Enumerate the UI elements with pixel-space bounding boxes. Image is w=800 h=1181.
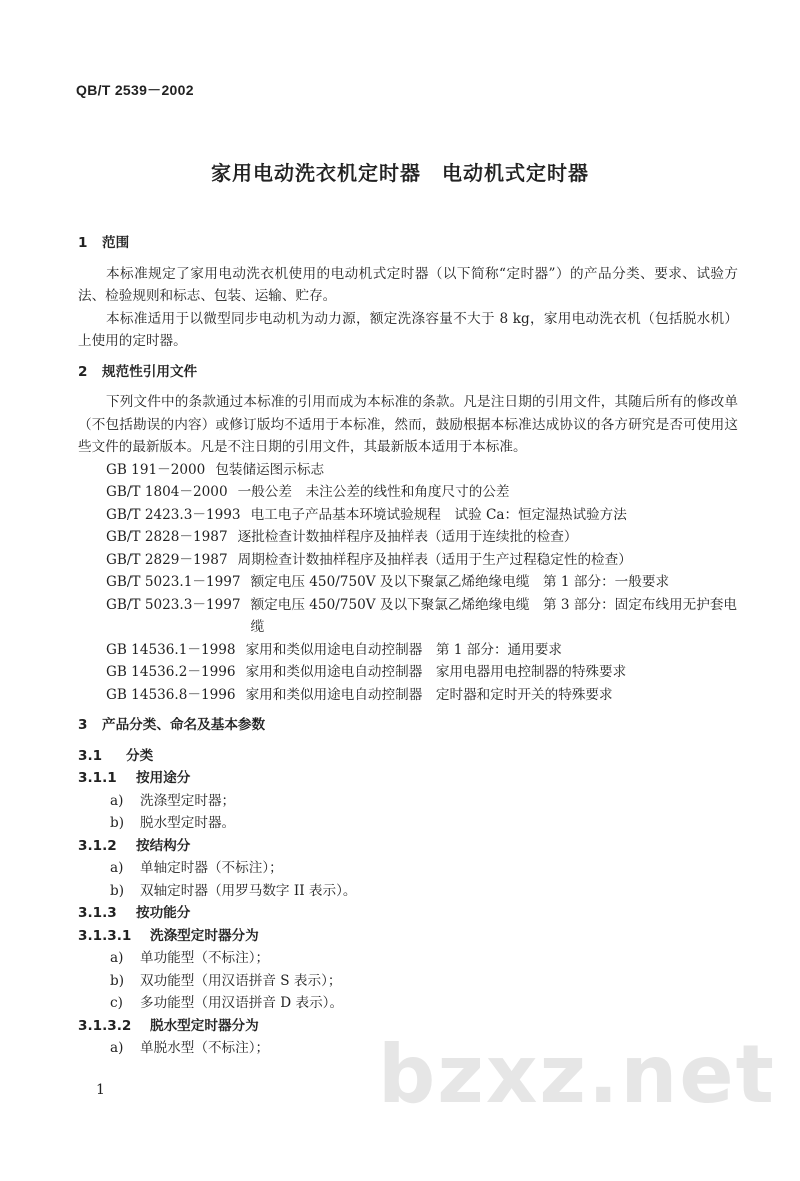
reference-title: 家用和类似用途电自动控制器 家用电器用电控制器的特殊要求 <box>245 664 627 680</box>
list-text: 单功能型（不标注）； <box>140 950 270 966</box>
subsection-3-1-1-heading <box>78 767 738 790</box>
subsection-number: 3.1.1 <box>78 770 117 786</box>
section-number: 2 <box>78 363 88 380</box>
reference-title: 额定电压 450/750V 及以下聚氯乙烯绝缘电缆 第 3 部分：固定布线用无护套电缆 <box>250 596 738 635</box>
reference-item <box>106 526 738 549</box>
reference-item <box>106 661 738 684</box>
reference-item <box>106 549 738 572</box>
subsection-3-1-3-heading <box>78 902 738 925</box>
reference-title: 一般公差 未注公差的线性和角度尺寸的公差 <box>237 484 510 500</box>
subsection-title: 按结构分 <box>136 837 191 854</box>
list-text: 脱水型定时器。 <box>140 815 236 831</box>
list-item <box>110 812 738 835</box>
reference-title: 包装储运图示标志 <box>215 461 325 478</box>
list-text: 单脱水型（不标注）； <box>140 1040 270 1056</box>
list-text: 洗涤型定时器； <box>140 792 236 809</box>
reference-item <box>106 481 738 504</box>
reference-item <box>106 639 738 662</box>
reference-code: GB 191－2000 <box>106 461 206 478</box>
list-text: 双轴定时器（用罗马数字 II 表示）。 <box>140 882 357 899</box>
list-item <box>110 947 738 970</box>
reference-title: 额定电压 450/750V 及以下聚氯乙烯绝缘电缆 第 1 部分：一般要求 <box>250 574 670 590</box>
section-3-heading <box>78 714 738 737</box>
reference-title: 家用和类似用途电自动控制器 定时器和定时开关的特殊要求 <box>245 686 613 703</box>
reference-code: GB/T 2423.3－1993 <box>106 506 241 523</box>
reference-item <box>106 571 738 594</box>
reference-title: 家用和类似用途电自动控制器 第 1 部分：通用要求 <box>245 641 562 658</box>
subsection-number: 3.1.3.2 <box>78 1017 132 1034</box>
subsection-3-1-3-1-heading <box>78 925 738 948</box>
reference-list <box>78 459 738 707</box>
list-label: a) <box>110 950 124 966</box>
paragraph: 本标准适用于以微型同步电动机为动力源，额定洗涤容量不大于 8 kg，家用电动洗衣机（包括脱水机）上使用的定时器。 <box>78 310 738 349</box>
reference-code: GB/T 5023.3－1997 <box>106 596 241 613</box>
subsection-number: 3.1.3.1 <box>78 927 132 944</box>
section-title: 产品分类、命名及基本参数 <box>102 717 266 733</box>
subsection-title: 按功能分 <box>136 905 191 921</box>
document-title: 家用电动洗衣机定时器 电动机式定时器 <box>211 161 589 185</box>
section-2-heading <box>78 361 738 384</box>
subsection-title: 洗涤型定时器分为 <box>150 927 259 944</box>
item-list <box>78 790 738 835</box>
reference-code: GB/T 2829－1987 <box>106 551 228 568</box>
list-text: 多功能型（用汉语拼音 D 表示）。 <box>140 995 344 1011</box>
list-label: c) <box>110 995 123 1011</box>
list-item <box>110 970 738 993</box>
paragraph: 本标准规定了家用电动洗衣机使用的电动机式定时器（以下简称“定时器”）的产品分类、要求、试验方法、检验规则和标志、包装、运输、贮存。 <box>78 265 738 304</box>
section-1-heading <box>78 232 738 255</box>
list-label: b) <box>110 972 125 989</box>
reference-code: GB 14536.1－1998 <box>106 641 236 658</box>
list-item <box>110 880 738 903</box>
reference-title: 周期检查计数抽样程序及抽样表（适用于生产过程稳定性的检查） <box>237 551 632 568</box>
subsection-3-1-2-heading <box>78 835 738 858</box>
list-text: 单轴定时器（不标注）； <box>140 860 283 876</box>
section-number: 1 <box>78 235 88 251</box>
reference-item <box>106 504 738 527</box>
subsection-number: 3.1 <box>78 747 103 764</box>
list-label: b) <box>110 882 125 899</box>
subsection-number: 3.1.2 <box>78 837 117 854</box>
reference-code: GB/T 1804－2000 <box>106 484 228 500</box>
reference-code: GB 14536.8－1996 <box>106 686 236 703</box>
reference-item <box>106 459 738 482</box>
subsection-title: 分类 <box>126 747 154 764</box>
list-label: a) <box>110 860 124 876</box>
reference-title: 电工电子产品基本环境试验规程 试验 Ca：恒定湿热试验方法 <box>250 506 627 523</box>
item-list <box>78 857 738 902</box>
reference-code: GB 14536.2－1996 <box>106 664 236 680</box>
reference-code: GB/T 2828－1987 <box>106 529 228 545</box>
subsection-title: 按用途分 <box>136 770 191 786</box>
reference-item <box>106 684 738 707</box>
reference-item <box>106 594 738 639</box>
document-body <box>78 232 738 1060</box>
subsection-number: 3.1.3 <box>78 905 117 921</box>
subsection-3-1-heading <box>78 745 738 768</box>
list-item <box>110 790 738 813</box>
paragraph: 下列文件中的条款通过本标准的引用而成为本标准的条款。凡是注日期的引用文件，其随后所有的修改单（不包括勘误的内容）或修订版均不适用于本标准，然而，鼓励根据本标准达成协议的各方研究是否可使用这些文件的最新版本。凡是不注日期的引用文件，其最新版本适用于本标准。 <box>78 394 738 455</box>
subsection-title: 脱水型定时器分为 <box>150 1017 259 1034</box>
standard-code: QB/T 2539－2002 <box>76 82 194 98</box>
list-label: a) <box>110 792 124 809</box>
list-item <box>110 857 738 880</box>
reference-code: GB/T 5023.1－1997 <box>106 574 241 590</box>
list-label: b) <box>110 815 125 831</box>
section-number: 3 <box>78 717 88 733</box>
reference-title: 逐批检查计数抽样程序及抽样表（适用于连续批的检查） <box>237 529 578 545</box>
watermark: bzxz.net <box>378 1028 776 1121</box>
page-number: 1 <box>96 1082 105 1098</box>
list-item <box>110 992 738 1015</box>
item-list <box>78 947 738 1015</box>
section-title: 范围 <box>102 235 130 251</box>
list-text: 双功能型（用汉语拼音 S 表示）； <box>140 972 342 989</box>
list-label: a) <box>110 1040 124 1056</box>
section-title: 规范性引用文件 <box>102 363 198 380</box>
